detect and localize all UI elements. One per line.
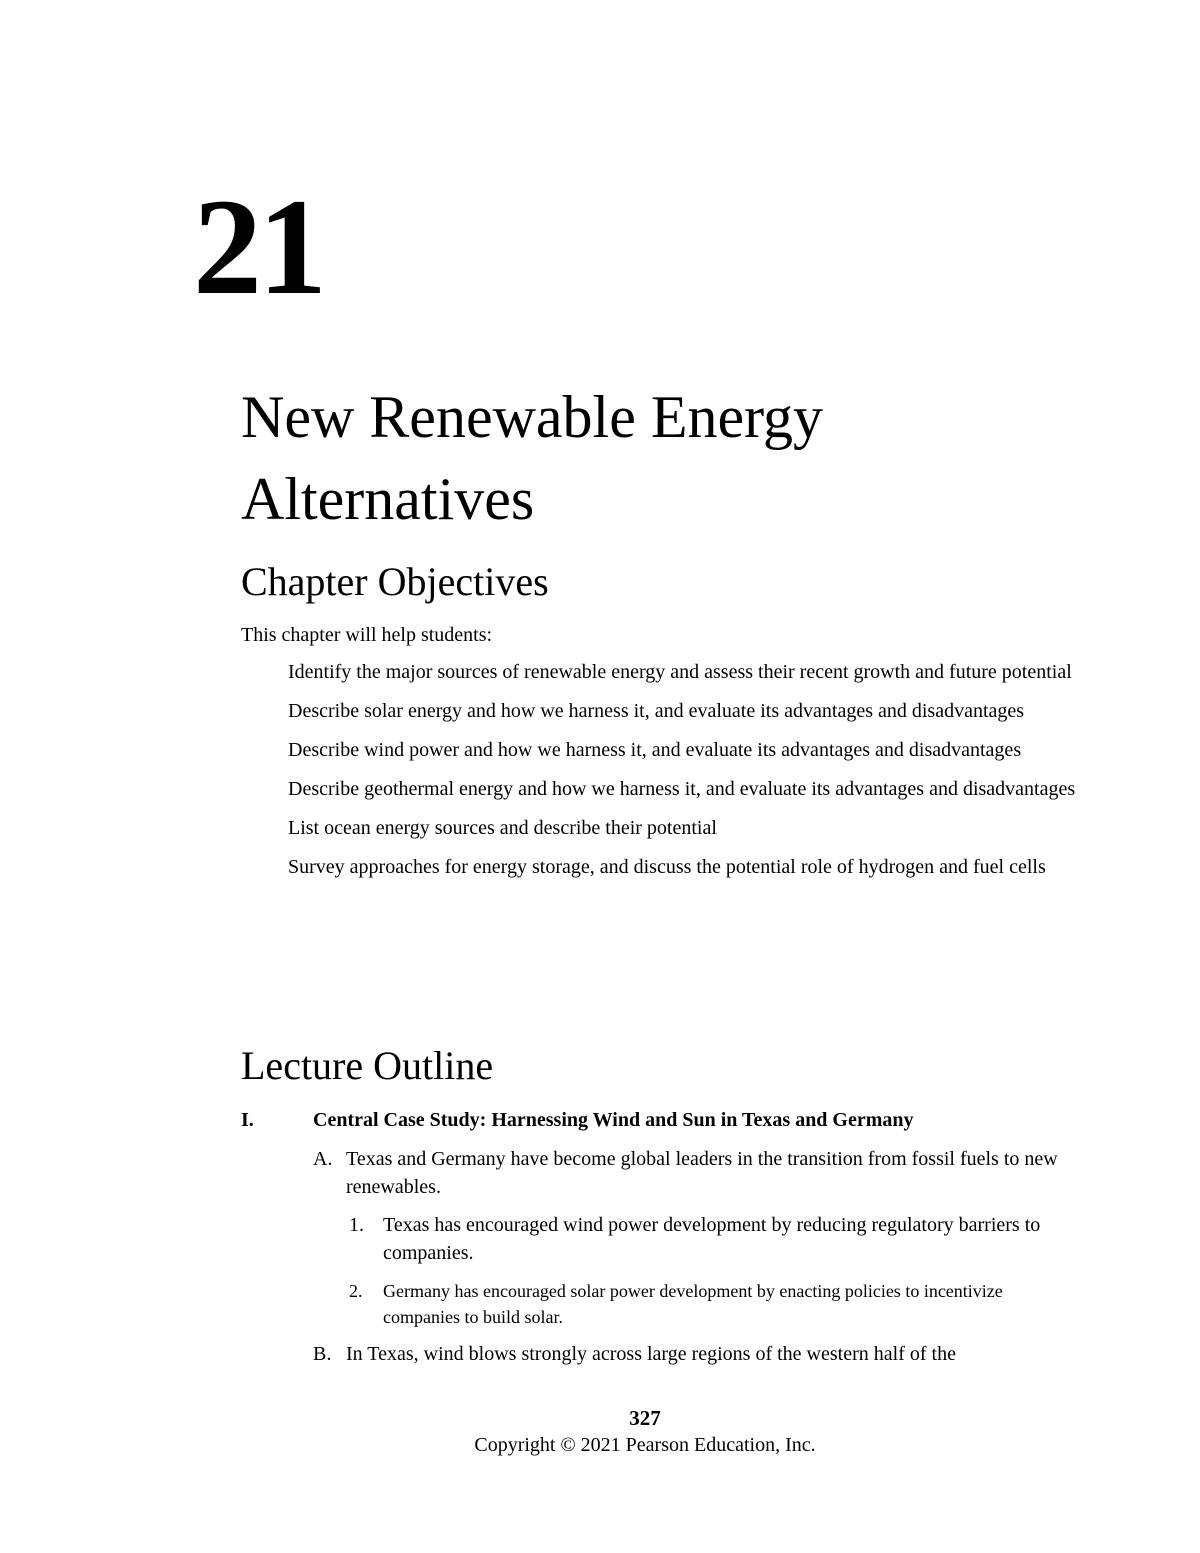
objectives-intro: This chapter will help students: [241, 624, 493, 646]
outline-heading: Lecture Outline [241, 1043, 494, 1088]
objective-item: Survey approaches for energy storage, and discuss the potential role of hydrogen and fuel cells [288, 856, 1046, 878]
objective-item: List ocean energy sources and describe their potential [288, 817, 717, 839]
page-number: 327 [629, 1406, 661, 1430]
objectives-heading: Chapter Objectives [241, 559, 549, 604]
outline-point-text: In Texas, wind blows strongly across large regions of the western half of the [346, 1343, 956, 1365]
objective-item: Identify the major sources of renewable energy and assess their recent growth and future potential [288, 661, 1072, 683]
objective-item: Describe wind power and how we harness it, and evaluate its advantages and disadvantages [288, 739, 1022, 761]
chapter-title: New Renewable Energy Alternatives [241, 384, 824, 532]
objective-item: Describe geothermal energy and how we harness it, and evaluate its advantages and disadvantages [288, 778, 1076, 800]
outline-subpoint-marker: 2. [349, 1281, 363, 1301]
outline-point-text: Texas and Germany have become global leaders in the transition from fossil fuels to new renewables. [346, 1148, 1058, 1198]
chapter-number: 21 [193, 170, 323, 323]
outline-point-marker: B. [313, 1343, 332, 1365]
outline-section-title: Central Case Study: Harnessing Wind and Sun in Texas and Germany [313, 1109, 914, 1131]
outline-section-marker: I. [241, 1109, 254, 1131]
outline-subpoint-text: Germany has encouraged solar power development by enacting policies to incentivize companies to build solar. [383, 1281, 1003, 1327]
outline-subpoint-marker: 1. [349, 1214, 364, 1236]
copyright-notice: Copyright © 2021 Pearson Education, Inc. [474, 1434, 816, 1456]
objectives-list [288, 658, 1078, 892]
objective-item: Describe solar energy and how we harness it, and evaluate its advantages and disadvantages [288, 700, 1025, 722]
outline-point-marker: A. [313, 1148, 333, 1170]
outline-subpoint-text: Texas has encouraged wind power development by reducing regulatory barriers to companies. [383, 1214, 1041, 1264]
